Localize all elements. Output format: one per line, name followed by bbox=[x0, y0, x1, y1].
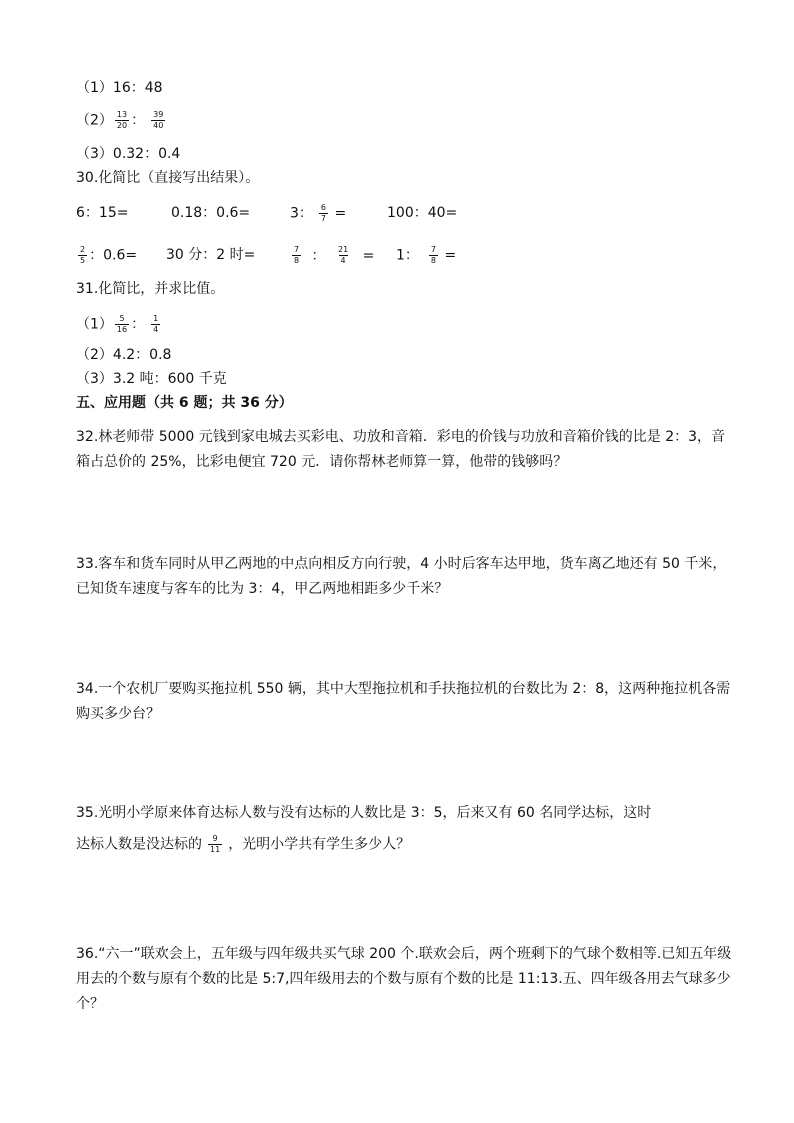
fraction: $\frac{5}{16}$ bbox=[116, 314, 128, 334]
q31-item-3: （3）3.2 吨：600 千克 bbox=[76, 371, 227, 387]
q29-item-3-text: （3）0.32：0.4 bbox=[76, 146, 181, 162]
fraction: $\frac{6}{7}$ bbox=[320, 203, 327, 223]
fraction: $\frac{21}{4}$ bbox=[338, 245, 349, 265]
q31-item-2: （2）4.2：0.8 bbox=[76, 347, 172, 363]
q35-line-1: 35.光明小学原来体育达标人数与没有达标的人数比是 3：5，后来又有 60 名同学达标，这时 bbox=[76, 805, 652, 821]
q30-r1-c4: 100：40= bbox=[387, 205, 458, 221]
q30-r2-c3: $\frac{7}{8}$ ： $\frac{21}{4}$ = bbox=[294, 245, 375, 265]
q29-item-2: （2） $\frac{13}{20}$ ： $\frac{39}{40}$ bbox=[76, 110, 164, 130]
q32-text: 32.林老师带 5000 元钱到家电城去买彩电、功放和音箱．彩电的价钱与功放和音箱价钱的比是 2：3，音箱占总价的 25%，比彩电便宜 720 元．请你帮林老师算一算，他带的钱够吗？ bbox=[76, 429, 726, 470]
q31-item-1: （1） $\frac{5}{16}$ ： $\frac{1}{4}$ bbox=[76, 314, 159, 334]
q33-text: 33.客车和货车同时从甲乙两地的中点向相反方向行驶，4 小时后客车达甲地，货车离乙地还有 50 千米，已知货车速度与客车的比为 3：4，甲乙两地相距多少千米？ bbox=[76, 556, 727, 597]
q34-text: 34.一个农机厂要购买拖拉机 550 辆，其中大型拖拉机和手扶拖拉机的台数比为 2：8，这两种拖拉机各需购买多少台？ bbox=[76, 681, 731, 722]
q29-item-3 bbox=[76, 144, 180, 164]
fraction: $\frac{39}{40}$ bbox=[153, 110, 164, 130]
q30-r1-c1: 6：15= bbox=[76, 205, 129, 221]
q30-r2-c4: 1： $\frac{7}{8}$ = bbox=[396, 245, 457, 265]
q29-item-1 bbox=[76, 78, 163, 98]
fraction: $\frac{1}{4}$ bbox=[153, 314, 159, 334]
section-5-heading: 五、应用题（共 6 题；共 36 分） bbox=[76, 395, 293, 411]
fraction: $\frac{7}{8}$ bbox=[430, 245, 437, 265]
q30-r2-c2: 30 分：2 时= bbox=[166, 247, 256, 263]
q30-r1-c3: 3： $\frac{6}{7}$ = bbox=[290, 203, 347, 223]
q30-title: 30.化简比（直接写出结果）。 bbox=[76, 170, 260, 186]
fraction: $\frac{7}{8}$ bbox=[294, 245, 300, 265]
q29-item-1-text: （1）16：48 bbox=[76, 80, 163, 96]
fraction: $\frac{13}{20}$ bbox=[116, 110, 128, 130]
q31-title: 31.化简比，并求比值。 bbox=[76, 281, 225, 297]
q36-text: 36.“六一”联欢会上，五年级与四年级共买气球 200 个.联欢会后，两个班剩下的气球个数相等.已知五年级用去的个数与原有个数的比是 5:7,四年级用去的个数与原有个数的比是 11:13.五、四年级各用去气球多少个？ bbox=[76, 946, 732, 1012]
q30-r1-c2: 0.18：0.6= bbox=[171, 205, 251, 221]
fraction: $\frac{2}{5}$ bbox=[80, 245, 86, 265]
q30-r2-c1: $\frac{2}{5}$ ：0.6= bbox=[80, 245, 138, 265]
fraction: $\frac{9}{11}$ bbox=[210, 834, 221, 854]
q35-line-2: 达标人数是没达标的 $\frac{9}{11}$ ，光明小学共有学生多少人？ bbox=[76, 834, 411, 854]
q29-item-2-label: （2） bbox=[76, 112, 113, 129]
